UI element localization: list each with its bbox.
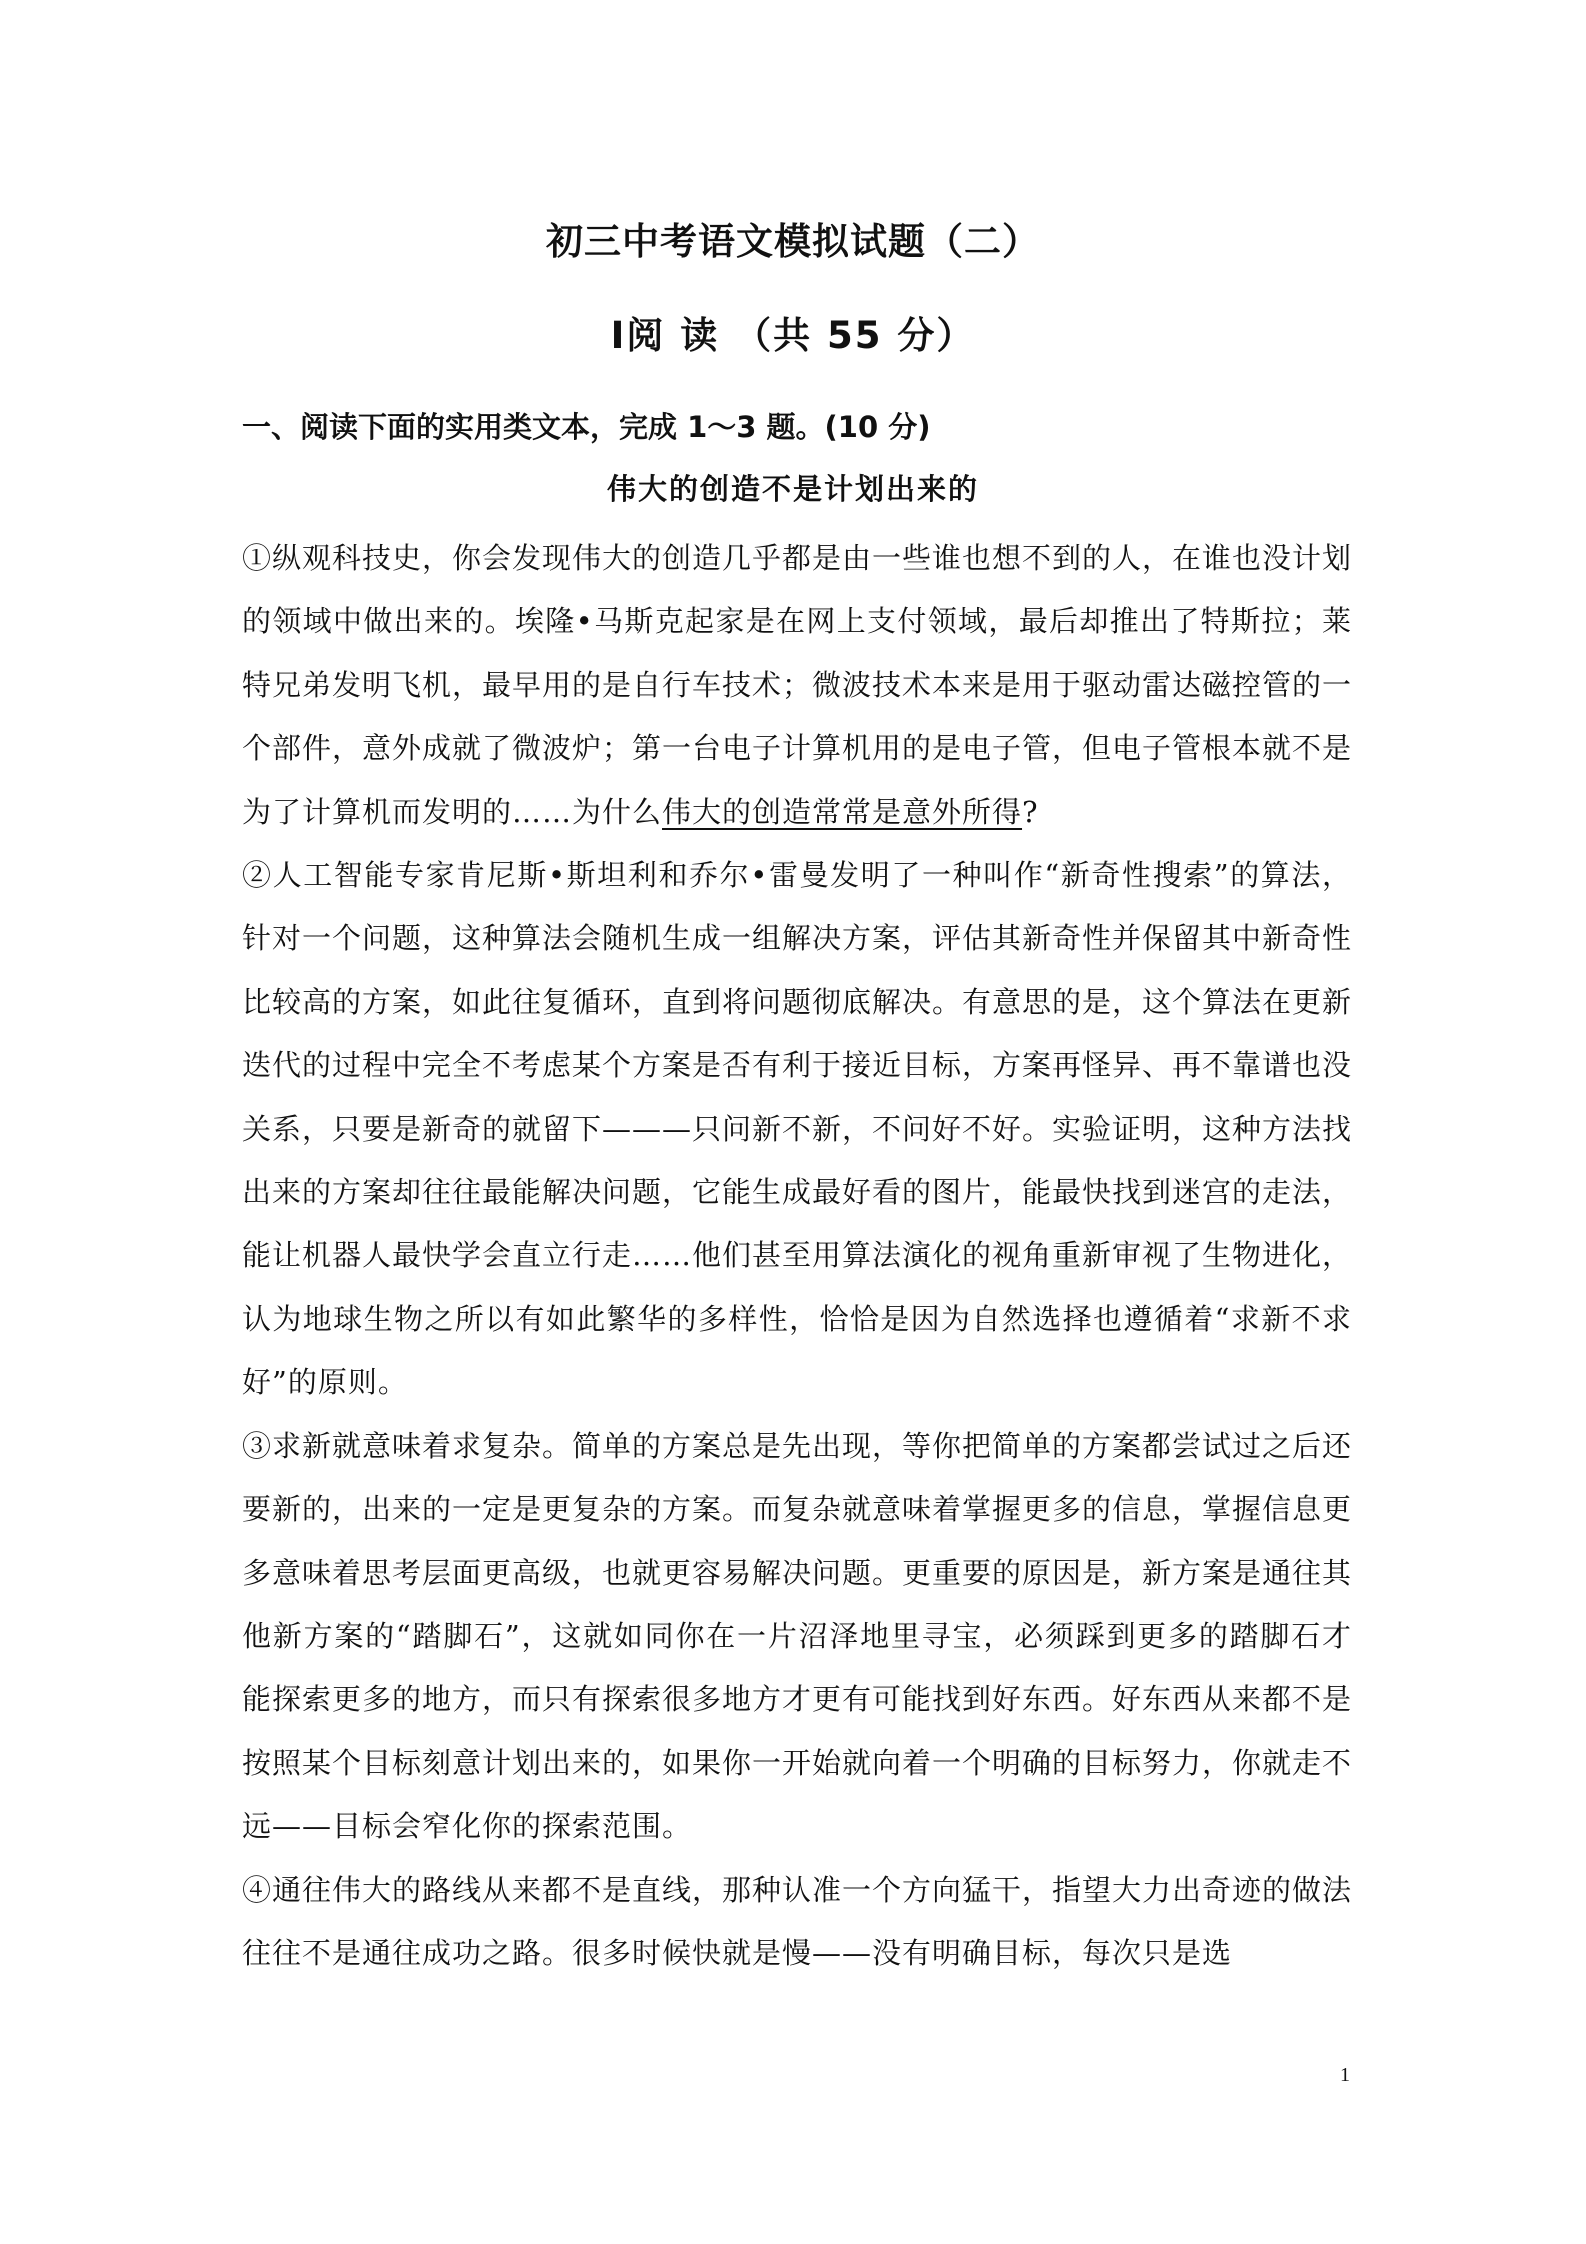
paragraph-1	[242, 527, 1352, 844]
paragraph-2: ②人工智能专家肯尼斯•斯坦利和乔尔•雷曼发明了一种叫作“新奇性搜索”的算法，针对一个问题，这种算法会随机生成一组解决方案，评估其新奇性并保留其中新奇性比较高的方案，如此往复循环，直到将问题彻底解决。有意思的是，这个算法在更新迭代的过程中完全不考虑某个方案是否有利于接近目标，方案再怪异、再不靠谱也没关系，只要是新奇的就留下———只问新不新，不问好不好。实验证明，这种方法找出来的方案却往往最能解决问题，它能生成最好看的图片，能最快找到迷宫的走法，能让机器人最快学会直立行走……他们甚至用算法演化的视角重新审视了生物进化，认为地球生物之所以有如此繁华的多样性，恰恰是因为自然选择也遵循着“求新不求好”的原则。	[242, 858, 1353, 1400]
paragraph-1-text: ①纵观科技史，你会发现伟大的创造几乎都是由一些谁也想不到的人，在谁也没计划的领域中做出来的。埃隆•马斯克起家是在网上支付领域，最后却推出了特斯拉；莱特兄弟发明飞机，最早用的是自行车技术；微波技术本来是用于驱动雷达磁控管的一个部件，意外成就了微波炉；第一台电子计算机用的是电子管，但电子管根本就不是为了计算机而发明的……为什么	[242, 541, 1353, 829]
exam-title: 初三中考语文模拟试题（二）	[546, 220, 1040, 263]
article-body	[242, 527, 1352, 1985]
part-title-reading: Ⅰ阅 读 （共 55 分）	[610, 314, 976, 357]
section-heading: 一、阅读下面的实用类文本，完成 1～3 题。(10 分)	[242, 410, 931, 444]
paragraph-3: ③求新就意味着求复杂。简单的方案总是先出现，等你把简单的方案都尝试过之后还要新的，出来的一定是更复杂的方案。而复杂就意味着掌握更多的信息，掌握信息更多意味着思考层面更高级，也就更容易解决问题。更重要的原因是，新方案是通往其他新方案的“踏脚石”，这就如同你在一片沼泽地里寻宝，必须踩到更多的踏脚石才能探索更多的地方，而只有探索很多地方才更有可能找到好东西。好东西从来都不是按照某个目标刻意计划出来的，如果你一开始就向着一个明确的目标努力，你就走不远——目标会窄化你的探索范围。	[242, 1428, 1353, 1844]
paragraph-1-end: ?	[1022, 794, 1039, 829]
paragraph-4: ④通往伟大的路线从来都不是直线，那种认准一个方向猛干，指望大力出奇迹的做法往往不是通往成功之路。很多时候快就是慢——没有明确目标，每次只是选	[242, 1872, 1353, 1970]
article-title: 伟大的创造不是计划出来的	[606, 472, 979, 506]
page-number: 1	[1340, 2064, 1350, 2086]
underlined-question-phrase: 伟大的创造常常是意外所得	[662, 794, 1023, 829]
